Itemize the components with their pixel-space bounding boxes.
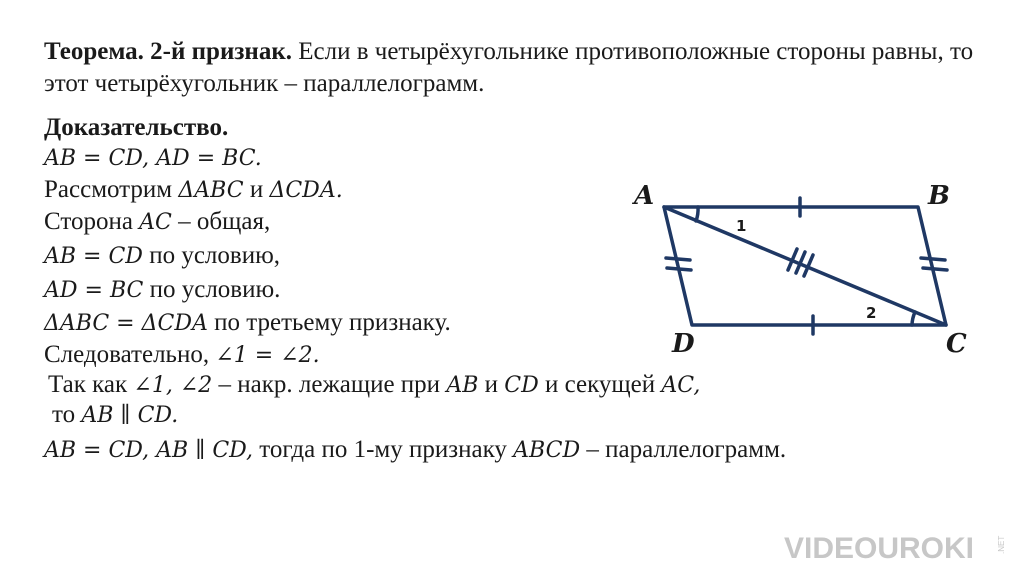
proof-text: Рассмотрим xyxy=(44,176,179,203)
proof-text: и секущей xyxy=(538,371,662,398)
vertex-a-label: A xyxy=(634,181,655,211)
math-expression: , xyxy=(142,146,157,171)
math-expression: ABCD xyxy=(513,438,581,463)
vertex-b-label: B xyxy=(928,181,950,211)
proof-text: – общая, xyxy=(171,208,271,235)
theorem-text: Если в четырёхугольнике противоположные стороны равны, то этот четырёхугольник – параллелограмм. xyxy=(44,38,974,97)
proof-text: – параллелограмм. xyxy=(580,436,787,463)
math-expression: ΔABC = ΔCDA xyxy=(44,311,208,336)
ticks-bc xyxy=(921,258,947,270)
proof-line xyxy=(44,436,786,464)
math-expression: AD = BC xyxy=(44,278,144,303)
proof-line xyxy=(52,401,178,429)
proof-line xyxy=(44,208,270,236)
math-expression: AB = CD xyxy=(44,146,143,171)
angle-1-label: 1 xyxy=(736,217,747,235)
math-expression: ΔABC xyxy=(178,178,244,203)
math-expression: CD xyxy=(504,373,539,398)
proof-line xyxy=(44,341,320,369)
logo-text: VIDEOUROKI xyxy=(784,532,975,565)
proof-text: и xyxy=(478,371,505,398)
vertex-c-label: C xyxy=(946,329,967,359)
math-expression: ∠1 = ∠2. xyxy=(215,343,320,368)
proof-title: Доказательство. xyxy=(44,114,229,141)
math-expression: ∠1, ∠2 xyxy=(133,373,213,398)
proof-text: по третьему признаку. xyxy=(207,309,451,336)
videouroki-logo xyxy=(780,524,1010,568)
diagonal-ac xyxy=(664,207,946,325)
math-expression: AB = CD xyxy=(44,244,143,269)
theorem-statement xyxy=(44,36,984,100)
math-expression: AC, xyxy=(661,373,701,398)
proof-line xyxy=(44,176,343,204)
proof-text: и xyxy=(243,176,270,203)
proof-line xyxy=(44,309,451,337)
theorem-label: Теорема. 2-й признак. xyxy=(44,38,292,65)
proof-line xyxy=(44,144,262,172)
proof-text: Сторона xyxy=(44,208,140,235)
proof-text: Так как xyxy=(48,371,134,398)
math-expression: ΔCDA. xyxy=(269,178,343,203)
vertex-d-label: D xyxy=(672,329,695,359)
ticks-ac xyxy=(788,249,813,276)
proof-text: тогда по 1-му признаку xyxy=(253,436,514,463)
proof-text: – накр. лежащие при xyxy=(212,371,447,398)
proof-text: по условию, xyxy=(142,242,281,269)
angle-2-label: 2 xyxy=(866,304,877,322)
proof-line xyxy=(48,371,700,399)
math-expression: AB = CD, AB ∥ CD, xyxy=(44,438,254,463)
math-expression: AB xyxy=(446,373,479,398)
proof-text: то xyxy=(52,401,82,428)
proof-text: по условию. xyxy=(143,276,281,303)
parallelogram-figure xyxy=(610,170,990,380)
angle-1-arc xyxy=(696,207,698,221)
math-expression: AC xyxy=(139,210,172,235)
proof-line xyxy=(44,242,280,270)
proof-line xyxy=(44,276,280,304)
proof-text: Следовательно, xyxy=(44,341,216,368)
logo-suffix: .NET xyxy=(997,535,1006,554)
math-expression: AB ∥ CD. xyxy=(81,403,179,428)
math-expression: AD = BC. xyxy=(156,146,262,171)
angle-2-arc xyxy=(912,312,915,325)
